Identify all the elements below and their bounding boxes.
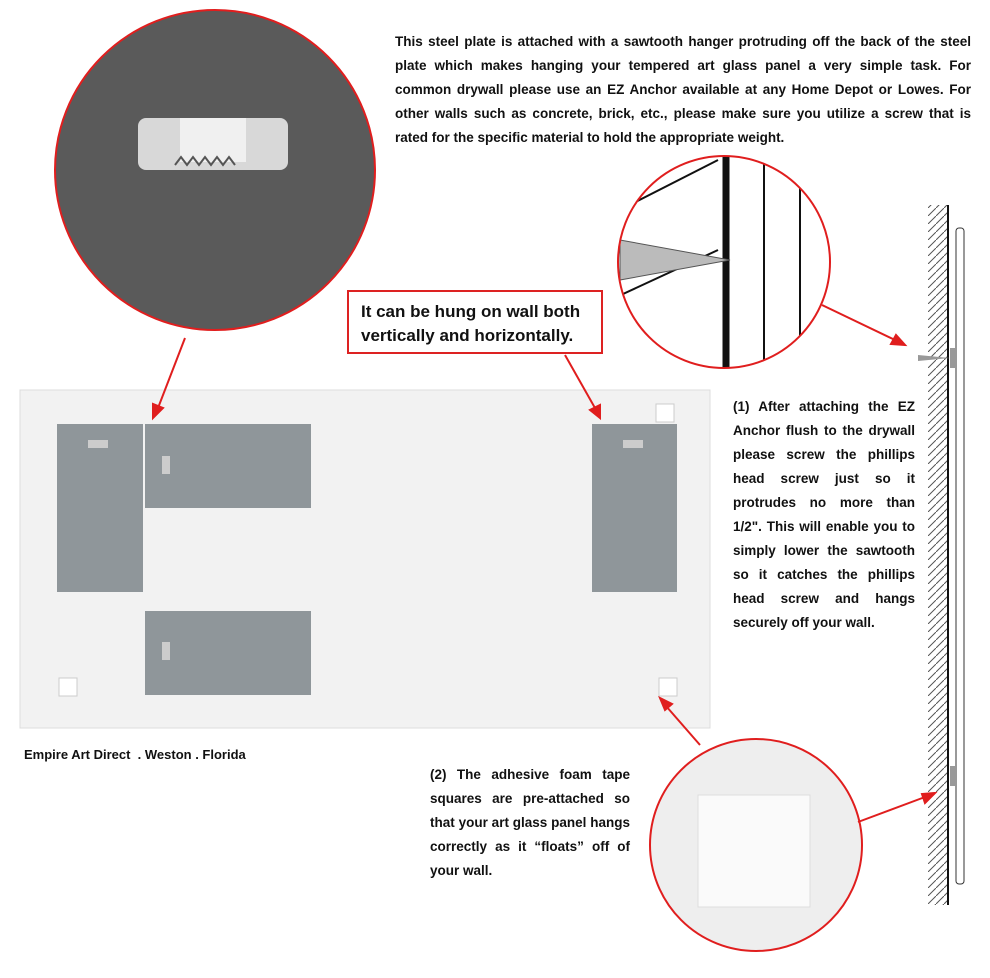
- sawtooth-hanger: [162, 642, 170, 660]
- anchor-closeup: [610, 150, 830, 370]
- sawtooth-hanger: [162, 456, 170, 474]
- orientation-callout: It can be hung on wall both vertically and horizontally.: [347, 290, 603, 354]
- foam-square: [59, 678, 77, 696]
- steel-plate: [57, 424, 143, 592]
- steel-plate: [592, 424, 677, 592]
- footer-credit: Empire Art Direct . Weston . Florida: [24, 747, 246, 762]
- foam-closeup: [650, 739, 862, 951]
- sawtooth-closeup: [55, 10, 375, 330]
- foam-square: [656, 404, 674, 422]
- foam-square: [659, 678, 677, 696]
- step1-text: (1) After attaching the EZ Anchor flush to the drywall please screw the phillips head screw just so it protrudes no more than 1/2". This will enable you to simply lower the sawtooth so it catches the phillips head screw and hangs securely off your wall.: [733, 399, 915, 630]
- glass-panel: [20, 390, 710, 728]
- step2-text: (2) The adhesive foam tape squares are pre-attached so that your art glass panel hangs correctly as it “floats” off of your wall.: [430, 767, 630, 878]
- sawtooth-hanger: [88, 440, 108, 448]
- intro-text: This steel plate is attached with a sawtooth hanger protruding off the back of the steel plate which makes hanging your tempered art glass panel a very simple task. For common drywall please use an EZ Anchor available at any Home Depot or Lowes. For other walls such as concrete, brick, etc., please make sure you utilize a screw that is rated for the specific material to hold the appropriate weight.: [395, 34, 971, 145]
- sawtooth-hanger: [623, 440, 643, 448]
